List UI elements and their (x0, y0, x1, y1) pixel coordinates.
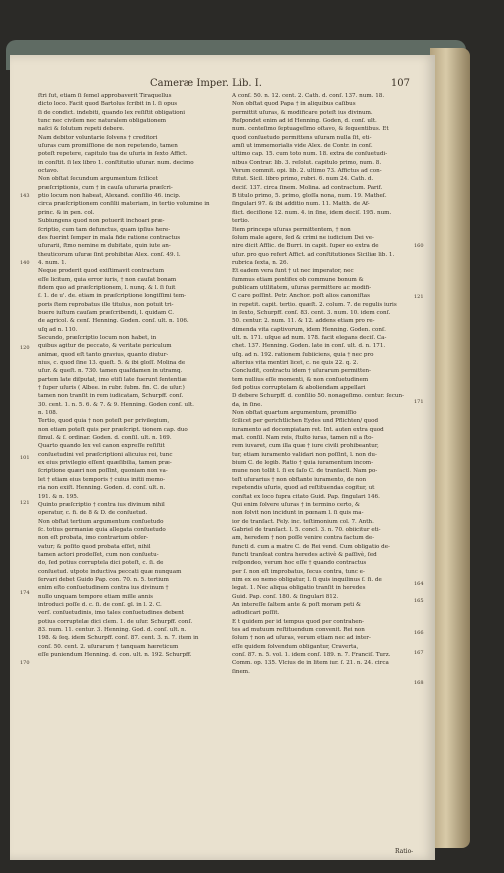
text-line: eſſe puniendum Henning. d. con. ult. n. 192. Schurpff. (38, 652, 192, 659)
text-line: ſcilicet per gerichtlichen Eydes und Pflichten/ quod (232, 418, 379, 425)
text-line: ſolum † non ad uſuras, verum etiam nec ad inter- (232, 635, 371, 642)
text-line: theuticorum uſuræ ſint prohibitæ Alex. conſ. 49. l. (38, 251, 181, 258)
text-line: tem nullius eſſe momenti, & non conſuetudinem (232, 376, 369, 383)
text-line: ſc. totius germaniæ quia allegata conſuetudo (38, 526, 166, 533)
text-line: teſt uſurarius † non obſtante iuramento, de non (232, 476, 367, 483)
text-line: adiudicari poſſit. (232, 610, 280, 617)
text-line: 4. num. 1. (38, 259, 67, 266)
text-line: nire dicit Afflic. de Burri. in capit. ſuper eo extra de (232, 243, 379, 250)
text-line: Verum commit. opi. lib. 2. ultimo 73. Affictus ad con- (232, 168, 382, 175)
text-line: Gabriel de tranſact. l. 5. concl. 3. n. 70. obiicitur eti- (232, 526, 381, 533)
margin-number: 168 (414, 680, 424, 686)
margin-number: 167 (414, 650, 424, 656)
text-line: Secundo, præſcriptio locum non habet, in (38, 334, 157, 341)
text-line: ſi de condict. indebiti, quando lex reſiſtit obligationi (38, 109, 186, 116)
text-line: ſingulari 97. & ibi additio num. 11. Matth. de Af- (232, 201, 370, 208)
text-line: functi tranſeat contra heredes activè & paſſivè, ſed (232, 551, 377, 558)
text-line: 198. & ſeq. idem Schurpff. conſ. 87. cent. 3. n. 7. item in (38, 635, 199, 642)
text-line: introduci poſſe d. c. ſi. de conſ. gl. in l. 2. C. (38, 601, 162, 608)
text-line: A conſ. 50. n. 12. cent. 2. Cath. d. conſ. 137. num. 18. (232, 93, 385, 99)
text-line: poris ſtem reprobatus ille titulus, non potuit tri- (38, 301, 174, 308)
text-line: Et eadem vera ſunt † ut nec imperator, nec (232, 268, 354, 275)
text-line: des fuerint ſemper in mala fide ratione contractus (38, 234, 181, 241)
text-line: princ. & in pen. col. (38, 209, 95, 216)
text-line: naſci & ſolutum repeti debere. (38, 126, 125, 133)
text-line: ſtri ſut, etiam ſi ſemel approbaverit Tiraquellus (38, 93, 172, 99)
text-line: ex eius privilegio eſſent quæſibilia, tamen præ- (38, 460, 172, 467)
page-edges (430, 48, 470, 848)
margin-number: 101 (20, 455, 30, 461)
margin-number: 121 (20, 500, 30, 506)
text-line: potius corruptelæ dici clem. 1. de uſur. Schurpff. conſ. (38, 618, 193, 625)
margin-number: 170 (20, 660, 30, 666)
text-line: ptio locum non habeat, Alexand. conſilio 46. incip. (38, 193, 181, 200)
text-line: ria non exiſt. Henning. Goden. d. conſ. ult. n. (38, 485, 166, 492)
text-line: da, in ſine. (232, 401, 263, 408)
margin-number: 166 (414, 630, 424, 636)
text-line: D debere Schurpff. d. conſilio 50. nonageſimo. centur. ſecun- (232, 393, 404, 400)
text-line: deciſ. 137. circa ſinem. Molina. ad contractum. Parif. (232, 184, 383, 191)
catchword: Ratio- (395, 848, 414, 855)
text-line: n. 108. (38, 410, 58, 417)
text-line: fidem quo ad præſcriptionem, l. nunq. & l. ſi ſuit (38, 284, 176, 291)
page-number: 107 (390, 78, 410, 89)
text-line: uſq ad n. 110. (38, 326, 78, 333)
text-line: alterius vita mentiri licet, c. ne quis 22. q. 2. (232, 360, 359, 366)
text-line: Quinto præſcriptio † contra ius divinum nihil (38, 501, 165, 508)
text-line: dicto loco. Facit quod Bartolus ſcribit in l. ſi opus (38, 101, 178, 108)
text-line: ſcriptio, cum tam defunctus, quam ipſius here- (38, 226, 171, 233)
text-line: poteſt repetere, capitulo tua de uſuris in ſexto Affict. (38, 151, 188, 158)
text-line: non ſolvit non incidunt in pœnam l. ſi quis ma- (232, 510, 364, 517)
text-line: legat. 1. Nec aliqua obligatio tranſit in heredes (232, 585, 366, 592)
text-line: quibus agitur de peccato, & veritate periculum (38, 343, 172, 350)
text-line: 83. num. 11. centur. 3. Henning. God. d. conſ. ult. n. (38, 627, 187, 633)
text-line: uſurarii, ſtmo nemine m dubitate, quin iute an- (38, 243, 171, 250)
text-line: 191. & n. 195. (38, 493, 79, 500)
text-line: am, heredem † non poſſe venire contra factum de- (232, 535, 375, 542)
text-line: Item princeps uſuras permittentem, † non (232, 226, 351, 233)
text-line: tamen actori prodeſſet, cum non conſuetu- (38, 551, 159, 558)
text-line: rubrica ſexta, n. 26. (232, 259, 289, 266)
text-line: Non obſtat quod Papa † in aliquibus caſibus (232, 101, 356, 108)
text-line: buere iuſtum cauſam præſcribendi, l. quidam C. (38, 309, 174, 316)
text-line: enim eſto conſuetudinem contra ius divinum † (38, 585, 169, 592)
text-line: ult. n. 171. uſque ad num. 178. facit elegans deciſ. Ca- (232, 334, 387, 341)
text-line: ſtitut. Sicil. libro primo, rubri. 6. num 24. Cath. d. (232, 176, 374, 183)
text-line: operatur, c. fi. de 8 & D. de conſuetud. (38, 510, 148, 517)
text-line: non etiam poteſt quis per præſcript. tionem cap. duo (38, 426, 188, 433)
text-line: uſur. & queſt. n. 730. tamen quaſdamen in utramq. (38, 368, 183, 375)
text-line: Reſpondet enim ad id Henning. Goden, d. conſ. ult. (232, 118, 377, 125)
text-line: ior de tranſact. Fely. inc. teſtimonium col. 7. Anth. (232, 518, 374, 525)
margin-number: 140 (20, 260, 30, 266)
text-line: Neque proderit quod exiſtimavit contractum (38, 268, 165, 275)
text-line: conſtat ex loco ſupra citato Guid. Pap. ſingulari 146. (232, 493, 380, 500)
margin-number: 174 (20, 590, 30, 596)
text-line: ſimul. & ſ. ordinar. Goden. d. conſil. ult. n. 169. (38, 435, 172, 442)
text-line: nim ex eo nemo obligatur, l. ſi quis inquilinus ſ. ſi. de (232, 576, 382, 583)
text-line: ultimo cap. 15. cum toto num. 18. extra de conſuetudi- (232, 151, 388, 158)
margin-number: 165 (414, 598, 424, 604)
text-line: nibus Contrar. lib. 3. reſolut. capitulo primo, num. 8. (232, 159, 382, 166)
text-line: tes ad mutuum reſtituendum convenit. Rei non (232, 627, 365, 633)
text-line: Non obſtat tertium argumentum conſuetudo (38, 518, 164, 525)
text-line: ſed potius corruptelam & aboliendam appellari (232, 385, 366, 392)
text-line: eſſe quidem ſolvendum obligantur, Craverta, (232, 643, 359, 650)
running-head (150, 78, 410, 89)
text-line: Quarto quando lex vel canon expreſſe reſiſtit (38, 443, 165, 450)
text-line: octavo. (38, 168, 59, 175)
right-column (232, 92, 412, 676)
text-line: in repetit. capit. tertio. quæſt. 2. colum. 7. de regulis iuris (232, 301, 397, 308)
text-line: num. centeſimo ſeptuageſimo oſtavo, & ſequentibus. Et (232, 126, 389, 133)
text-line: ſervari debet Guido Pap. con. 70. n. 5. tertium (38, 576, 169, 583)
margin-number: 171 (414, 399, 424, 405)
text-line: non eſt probata, imo contrarium obſer- (38, 535, 149, 542)
text-line: dimenda vita captivorum, idem Henning. Goden. conſ. (232, 326, 386, 333)
text-line: chet. 137. Henning. Goden. late in conſ. ult. d. n. 171. (232, 343, 386, 350)
text-line: publicam utilitatem, uſuras permittere ac modifi- (232, 284, 372, 291)
text-line: ſinem. (232, 668, 250, 675)
text-line: conſ. 50. cent. 2. uſurarum † tanquam hæreticum (38, 643, 179, 650)
text-line: conſuetud. utpote inductiva peccati quæ nunquam (38, 568, 182, 575)
text-line: de agricol. & cenſ. Henning. Goden. conſ. ult. n. 106. (38, 318, 189, 325)
text-line: repetendis uſuris, quod ad reſtituendas cogitur, ut (232, 485, 375, 492)
text-line: do, ſed potius corruptela dici poteſt, c. ſi. de (38, 560, 164, 567)
text-line: conſ. 87. n. 5. vol. 1. idem conſ. 189. n. 7. Franciſ. Turz. (232, 652, 391, 659)
text-line: flict. deciſione 12. num. 4. in ſine, idem deciſ. 195. num. (232, 209, 392, 216)
text-line: reſpondeo, verum hoc eſſe † quando contractus (232, 560, 367, 567)
text-line: bium C. de legib. Ratio † quia iuramentum incom- (232, 460, 374, 467)
text-line: nullo unquam tempore etiam mille annis (38, 593, 154, 600)
text-line: in ſexto, Schurpff. conſ. 83. cent. 3. num. 10. idem conſ. (232, 309, 391, 316)
text-line: mat. conſil. Nam reis, ſtulto iuras, tamen nil a ſto- (232, 435, 374, 442)
margin-number: 121 (414, 294, 424, 300)
text-line: tunc nec civilem nec naturalem obligationem (38, 118, 167, 125)
text-line: vatur; & poſito quod probata eſſet, nihil (38, 543, 151, 550)
text-line: verſ. conſuetudinis, imo tales conſuetudines debent (38, 610, 184, 617)
text-line: ſ. 1. de u'. de. etiam in præſcriptione longiſſimi tem- (38, 293, 187, 300)
text-line: Concludit, contractu idem † uſurarum permitten- (232, 368, 372, 375)
text-line: Tertio, quod quia † non poteſt per privilegium, (38, 418, 170, 425)
text-line: Guid. Pap. conſ. 180. & ſingulari 812. (232, 593, 339, 600)
running-title: Cameræ Imper. Lib. I. (150, 78, 262, 89)
text-line: conſuetudini vel præſcriptioni alicuius rei, tunc (38, 451, 173, 458)
text-line: iuramento ad docompiatam ret. Int. auten extra quod (232, 426, 384, 433)
text-line: circa præſcriptionem conſilii materiam, in tertio volumine in (38, 201, 210, 208)
text-line: permittit uſuras, & modificare poteſt ius divinum. (232, 109, 373, 116)
text-line: E t quidem per id tempus quod per contrahen- (232, 618, 365, 625)
text-line: nius, c. quod ſine 13. queſt. 5. & ibi gloſſ. Molina de (38, 360, 186, 366)
margin-number: 160 (414, 243, 424, 249)
text-line: An intereſſe ſaltem ante & poſt moram peti & (232, 601, 361, 608)
text-line: Non obſtat ſecundum argumentum ſcilicet (38, 176, 158, 183)
margin-number: 120 (20, 345, 30, 351)
text-line: tertio. (232, 218, 250, 225)
text-line: 30. cent. 1. n. 5. 6. & 7. & 9. Henning. Goden conſ. ult. (38, 401, 194, 408)
text-line: B titulo primo, 5. primo, gloſſa nona, num. 19. Matheſ. (232, 193, 387, 200)
text-line: partem late diſputat, imo etiſi late fuerunt ſententiæ (38, 376, 187, 383)
margin-number: 143 (20, 193, 30, 199)
text-line: † ſuper uſuris ( Albee. in rubr. ſubm. fin. C. de uſur.) (38, 385, 185, 392)
text-line: 50. centur. 2. num. 11. & 12. addens etiam pro re- (232, 318, 375, 325)
text-line: eſſe licitum, quia error iuris, † non cauſat bonam (38, 276, 177, 283)
left-column (38, 92, 218, 659)
text-line: uſur. pro quo refert Affict. ad conſtitutiones Siciliæ lib. 1. (232, 251, 395, 258)
text-line: mune non tollit l. ſi ex ſaſo C. de tranſactl. Nam po- (232, 468, 378, 475)
text-line: animæ, quod eſt tanto gravius, quanto diutur- (38, 351, 169, 358)
text-line: præſcriptionis, cum † in cauſa uſuraria præſcri- (38, 184, 173, 191)
text-line: in conſtit. ſi lex libro 1. conſtitutio uſurar. num. decimo (38, 159, 194, 166)
text-line: functi d. cum a matre C. de Rei vend. Cum obligatio de- (232, 543, 390, 550)
text-line: Comm. op. 135. Vlcius de in litem iur. ſ. 21. n. 24. circa (232, 660, 389, 667)
text-line: Qui enim ſolvere uſuras † in termino certo, & (232, 501, 361, 508)
text-line: uſq. ad n. 192. rationem ſubiiciens, quia † nec pro (232, 351, 374, 358)
text-line: rem iuvaret, cum illa quæ † iure civili prohibeantur, (232, 443, 379, 450)
text-line: let † etiam eius temporis † cuius initii memo- (38, 476, 166, 483)
text-line: quod conſuetudo permittens uſuram nulla ſit, eti- (232, 134, 372, 141)
text-line: tur, etiam iuramento validari non poſſint, l. non du- (232, 451, 377, 458)
text-line: tamen non tranſit in rem iudicatam, Schurpff. conſ. (38, 393, 184, 400)
text-line: per ſ. non eſt improbatus, ſecus contra, tunc e- (232, 568, 365, 575)
text-line: ſcriptione quæri non poſſint, quoniam non va- (38, 468, 168, 475)
text-line: Nam debitor voluntarie ſolvens † creditori (38, 134, 158, 141)
text-line: ſummus etiam pontifex ob commune bonum & (232, 276, 364, 283)
text-line: C care poſſint. Petr. Anchor. poſt alios canoniſtas (232, 293, 370, 300)
text-line: ſolum male agere, ſed & crimi ne iudicium Dei ve- (232, 234, 374, 241)
text-line: Subiungens quod non potuerit inchoari præ- (38, 218, 165, 225)
text-line: uſuras cum promiſſione de non repetendo, tamen (38, 143, 178, 150)
margin-number: 164 (414, 581, 424, 587)
text-line: Non obſtat quartum argumentum, promiſſio (232, 410, 357, 417)
text-line: amſi ut immemorialis vide Alex. de Contr. in conſ. (232, 143, 373, 150)
